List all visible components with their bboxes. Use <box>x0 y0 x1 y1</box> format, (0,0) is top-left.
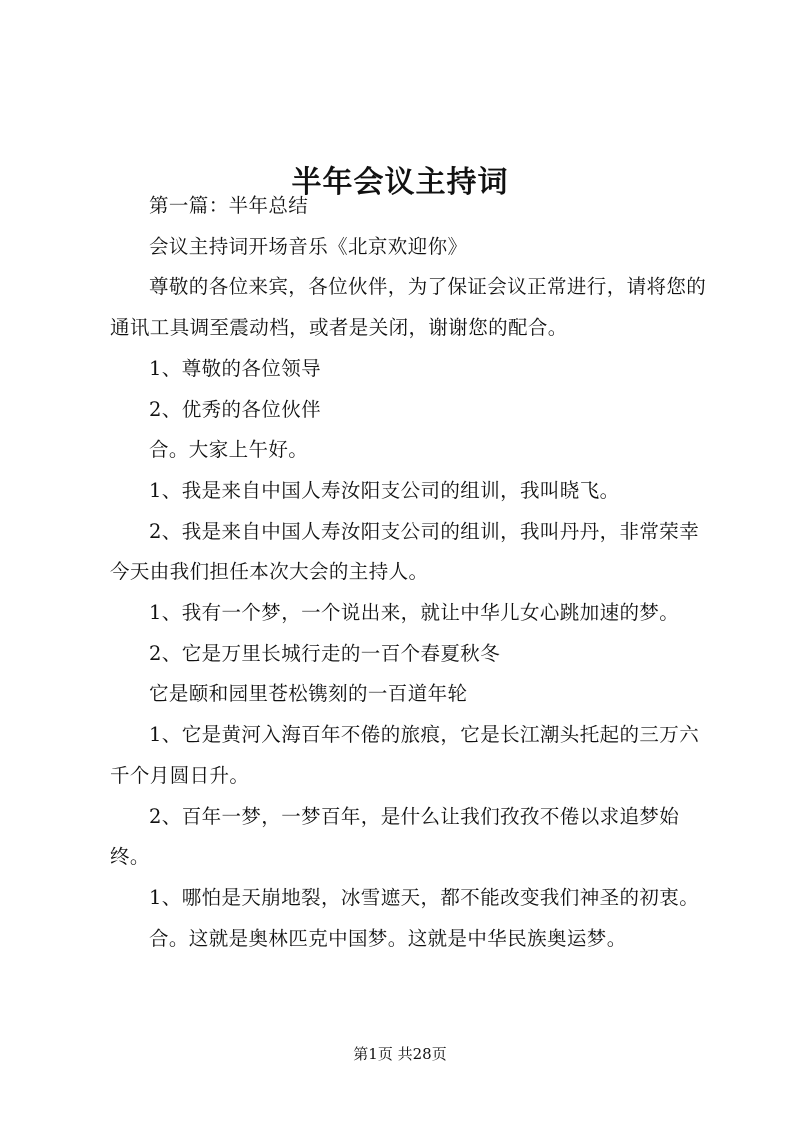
paragraph: 它是颐和园里苍松镌刻的一百道年轮 <box>149 682 468 706</box>
paragraph: 1、我是来自中国人寿汝阳支公司的组训，我叫晓飞。 <box>149 478 620 502</box>
paragraph: 2、它是万里长城行走的一百个春夏秋冬 <box>149 641 501 665</box>
paragraph: 1、尊敬的各位领导 <box>149 356 322 380</box>
paragraph: 尊敬的各位来宾，各位伙伴，为了保证会议正常进行，请将您的通讯工具调至震动档，或者是关闭，谢谢您的配合。 <box>110 275 707 340</box>
paragraph: 第一篇：半年总结 <box>149 194 309 217</box>
document-body <box>110 186 710 959</box>
paragraph: 1、我有一个梦，一个说出来，就让中华儿女心跳加速的梦。 <box>149 601 680 625</box>
paragraph: 会议主持词开场音乐《北京欢迎你》 <box>149 234 468 258</box>
paragraph: 2、我是来自中国人寿汝阳支公司的组训，我叫丹丹，非常荣幸今天由我们担任本次大会的主持人。 <box>110 519 700 584</box>
paragraph: 合。这就是奥林匹克中国梦。这就是中华民族奥运梦。 <box>149 926 627 950</box>
page-number-footer: 第1页 共28页 <box>353 1045 447 1063</box>
document-title: 半年会议主持词 <box>291 165 509 201</box>
paragraph: 1、它是黄河入海百年不倦的旅痕，它是长江潮头托起的三万六千个月圆日升。 <box>110 723 700 787</box>
paragraph: 2、优秀的各位伙伴 <box>149 397 322 421</box>
paragraph: 2、百年一梦，一梦百年，是什么让我们孜孜不倦以求追梦始终。 <box>110 804 680 869</box>
paragraph: 合。大家上午好。 <box>149 438 309 462</box>
paragraph: 1、哪怕是天崩地裂，冰雪遮天，都不能改变我们神圣的初衷。 <box>149 885 700 909</box>
